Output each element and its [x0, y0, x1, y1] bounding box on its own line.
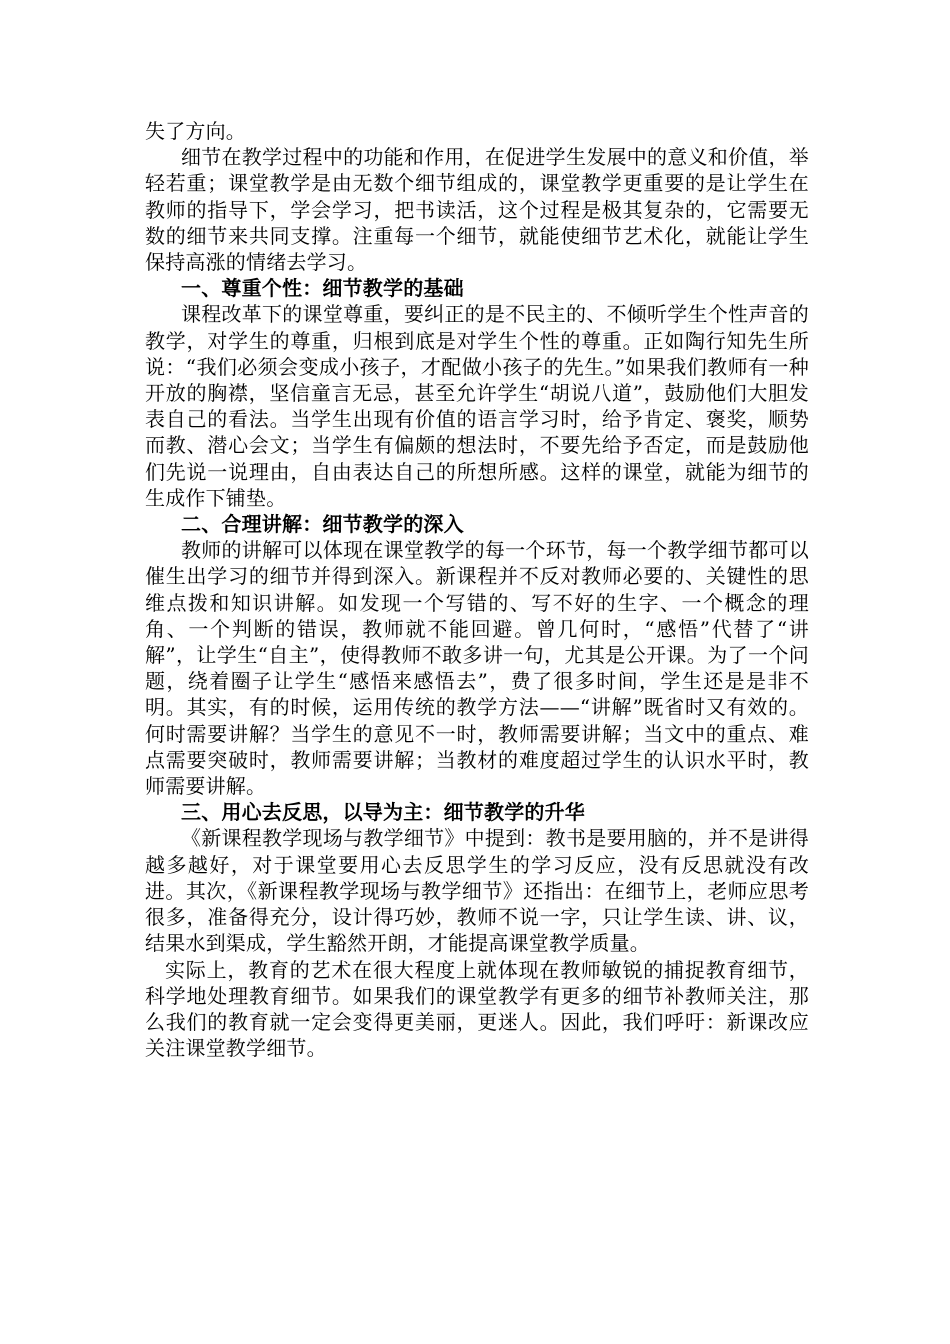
paragraph-conclusion: 实际上，教育的艺术在很大程度上就体现在教师敏锐的捕捉教育细节，科学地处理教育细节。如果我们的课堂教学有更多的细节补教师关注，那么我们的教育就一定会变得更美丽，更迷人。因此，我们呼吁：新课改应关注课堂教学细节。 [145, 957, 809, 1061]
section-heading-1: 一、尊重个性：细节教学的基础 [181, 276, 464, 301]
section-heading-2: 二、合理讲解：细节教学的深入 [181, 512, 464, 537]
section-heading-3: 三、用心去反思，以导为主：细节教学的升华 [181, 800, 585, 825]
paragraph-section-3: 《新课程教学现场与教学细节》中提到：教书是要用脑的，并不是讲得越多越好，对于课堂要用心去反思学生的学习反应，没有反思就没有改进。其次，《新课程教学现场与教学细节》还指出：在细节上，老师应思考很多，准备得充分，设计得巧妙，教师不说一字，只让学生读、讲、议，结果水到渠成，学生豁然开朗，才能提高课堂教学质量。 [145, 826, 809, 956]
paragraph-section-1: 课程改革下的课堂尊重，要纠正的是不民主的、不倾听学生个性声音的教学，对学生的尊重，归根到底是对学生个性的尊重。正如陶行知先生所说：“我们必须会变成小孩子，才配做小孩子的先生。”如果我们教师有一种开放的胸襟，坚信童言无忌，甚至允许学生“胡说八道”，鼓励他们大胆发表自己的看法。当学生出现有价值的语言学习时，给予肯定、褒奖，顺势而教、潜心会文；当学生有偏颇的想法时，不要先给予否定，而是鼓励他们先说一说理由，自由表达自己的所想所感。这样的课堂，就能为细节的生成作下铺垫。 [145, 302, 809, 510]
document-page [145, 118, 809, 1061]
paragraph-intro: 细节在教学过程中的功能和作用，在促进学生发展中的意义和价值，举轻若重；课堂教学是由无数个细节组成的，课堂教学更重要的是让学生在教师的指导下，学会学习，把书读活，这个过程是极其复杂的，它需要无数的细节来共同支撑。注重每一个细节，就能使细节艺术化，就能让学生保持高涨的情绪去学习。 [145, 145, 809, 275]
paragraph-continuation: 失了方向。 [145, 119, 246, 143]
paragraph-section-2: 教师的讲解可以体现在课堂教学的每一个环节，每一个教学细节都可以催生出学习的细节并得到深入。新课程并不反对教师必要的、关键性的思维点拨和知识讲解。如发现一个写错的、写不好的生字、一个概念的理角、一个判断的错误，教师就不能回避。曾几何时，“感悟”代替了“讲解”，让学生“自主”，使得教师不敢多讲一句，尤其是公开课。为了一个问题，绕着圈子让学生“感悟来感悟去”，费了很多时间，学生还是是非不明。其实，有的时候，运用传统的教学方法——“讲解”既省时又有效的。何时需要讲解？当学生的意见不一时，教师需要讲解；当文中的重点、难点需要突破时，教师需要讲解；当教材的难度超过学生的认识水平时，教师需要讲解。 [145, 538, 809, 799]
